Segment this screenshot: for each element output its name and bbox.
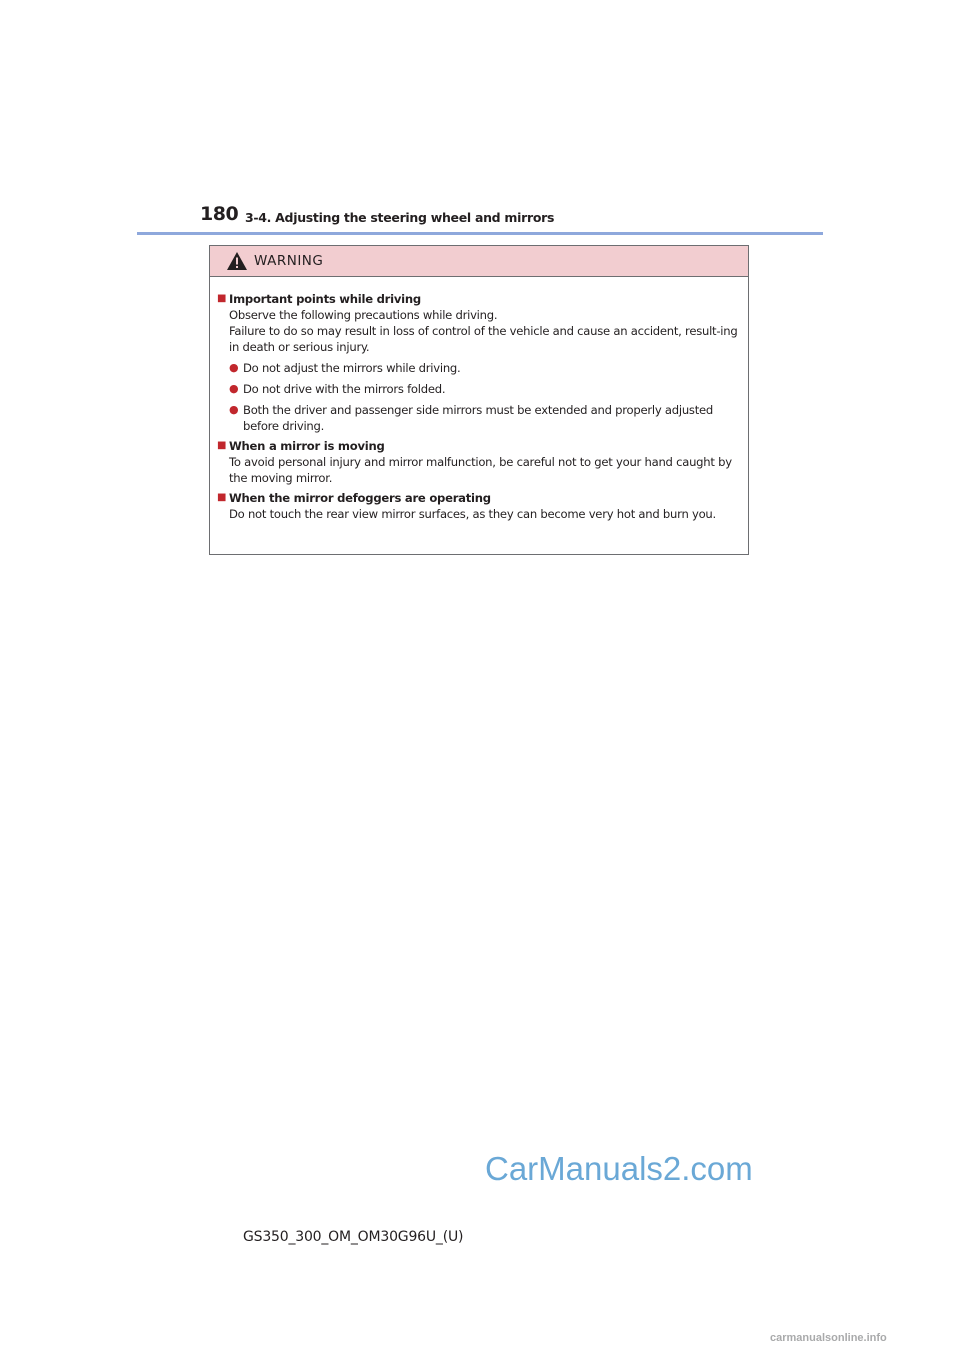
list-item: [229, 402, 742, 434]
topic-important-points: [217, 291, 742, 434]
paragraph: Do not touch the rear view mirror surfaces, as they can become very hot and burn you.: [229, 507, 716, 521]
header-rule: [137, 232, 823, 235]
paragraph: Failure to do so may result in loss of control of the vehicle and cause an accident, result-ing in death or serious injury.: [229, 324, 738, 354]
list-item: [229, 381, 742, 397]
document-code: GS350_300_OM_OM30G96U_(U): [243, 1229, 464, 1245]
circle-bullet-icon: ●: [229, 382, 239, 395]
warning-header: [210, 246, 748, 277]
paragraph: Observe the following precautions while driving.: [229, 308, 498, 322]
square-bullet-icon: ■: [217, 492, 227, 503]
list-item-text: Both the driver and passenger side mirrors must be extended and properly adjusted before driving.: [243, 403, 714, 433]
warning-triangle-icon: [226, 251, 248, 271]
page-number: 180: [200, 203, 239, 225]
warning-box: [209, 245, 749, 555]
topic-heading: When a mirror is moving: [229, 439, 385, 453]
paragraph: To avoid personal injury and mirror malfunction, be careful not to get your hand caught by the moving mirror.: [229, 455, 732, 485]
list-item: [229, 360, 742, 376]
circle-bullet-icon: ●: [229, 403, 239, 416]
square-bullet-icon: ■: [217, 293, 227, 304]
topic-heading: Important points while driving: [229, 292, 421, 306]
warning-body: [210, 277, 748, 522]
square-bullet-icon: ■: [217, 440, 227, 451]
list-item-text: Do not drive with the mirrors folded.: [243, 382, 446, 396]
watermark-logo: CarManuals2.com: [485, 1150, 753, 1187]
warning-title: WARNING: [254, 253, 324, 269]
section-title: 3-4. Adjusting the steering wheel and mirrors: [245, 210, 555, 225]
circle-bullet-icon: ●: [229, 361, 239, 374]
site-footer: carmanualsonline.info: [770, 1332, 887, 1344]
list-item-text: Do not adjust the mirrors while driving.: [243, 361, 461, 375]
topic-defoggers: [217, 490, 742, 522]
topic-heading: When the mirror defoggers are operating: [229, 491, 491, 505]
topic-mirror-moving: [217, 438, 742, 486]
bullet-list: [217, 360, 742, 434]
